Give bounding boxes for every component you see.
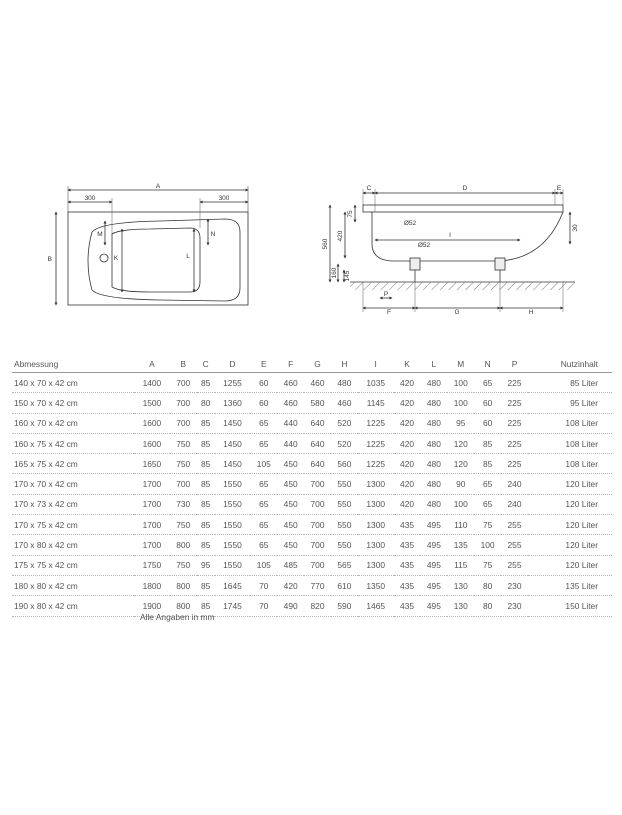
- table-cell: 120: [447, 433, 474, 453]
- table-cell: 70: [250, 596, 277, 616]
- dim-label-I: I: [449, 232, 451, 239]
- floor-hatch: [350, 282, 575, 290]
- column-header: I: [358, 356, 394, 373]
- column-header: L: [420, 356, 447, 373]
- table-cell: 100: [447, 494, 474, 514]
- table-cell: 80: [197, 393, 215, 413]
- table-cell: 700: [170, 413, 197, 433]
- dim-label-30: 30: [572, 224, 579, 232]
- table-cell: 90: [447, 474, 474, 494]
- table-cell: 495: [420, 555, 447, 575]
- table-cell: 1900: [134, 596, 170, 616]
- table-cell: 95: [197, 555, 215, 575]
- table-cell: 1360: [215, 393, 251, 413]
- table-cell: 65: [250, 515, 277, 535]
- table-cell: 460: [304, 373, 331, 393]
- table-cell: 590: [331, 596, 358, 616]
- table-cell: 108 Liter: [528, 413, 612, 433]
- table-cell: 435: [394, 575, 421, 595]
- table-cell: 100: [447, 373, 474, 393]
- table-row: [12, 515, 612, 535]
- table-row: [12, 535, 612, 555]
- table-cell: 150 x 70 x 42 cm: [12, 393, 134, 413]
- table-cell: 1745: [215, 596, 251, 616]
- table-cell: 60: [250, 393, 277, 413]
- table-cell: 120 Liter: [528, 474, 612, 494]
- table-cell: 95: [447, 413, 474, 433]
- table-row: [12, 596, 612, 616]
- table-cell: 1550: [215, 535, 251, 555]
- table-cell: 750: [170, 433, 197, 453]
- dim-label-E: E: [556, 185, 562, 192]
- table-cell: 65: [474, 494, 501, 514]
- table-cell: 65: [474, 373, 501, 393]
- table-cell: 240: [501, 494, 528, 514]
- table-cell: 1035: [358, 373, 394, 393]
- table-cell: 175 x 75 x 42 cm: [12, 555, 134, 575]
- column-header: A: [134, 356, 170, 373]
- table-cell: 1300: [358, 494, 394, 514]
- table-cell: 1600: [134, 413, 170, 433]
- table-cell: 115: [447, 555, 474, 575]
- table-cell: 550: [331, 535, 358, 555]
- table-cell: 1550: [215, 474, 251, 494]
- table-cell: 1750: [134, 555, 170, 575]
- table-cell: 495: [420, 575, 447, 595]
- table-cell: 120: [447, 454, 474, 474]
- table-cell: 80: [474, 575, 501, 595]
- table-cell: 640: [304, 413, 331, 433]
- table-cell: 750: [170, 454, 197, 474]
- table-cell: 700: [304, 515, 331, 535]
- table-cell: 130: [447, 575, 474, 595]
- table-cell: 440: [277, 413, 304, 433]
- table-cell: 70: [250, 575, 277, 595]
- table-cell: 420: [394, 393, 421, 413]
- table-cell: 105: [250, 555, 277, 575]
- table-cell: 85: [197, 373, 215, 393]
- table-cell: 480: [420, 474, 447, 494]
- column-header: K: [394, 356, 421, 373]
- dim-label-left-300: 300: [84, 195, 96, 202]
- dim-label-o52-top: Ø52: [403, 220, 417, 227]
- table-cell: 750: [170, 515, 197, 535]
- table-cell: 65: [250, 535, 277, 555]
- table-cell: 190 x 80 x 42 cm: [12, 596, 134, 616]
- table-cell: 180 x 80 x 42 cm: [12, 575, 134, 595]
- table-cell: 1500: [134, 393, 170, 413]
- table-cell: 65: [474, 474, 501, 494]
- table-cell: 85: [197, 433, 215, 453]
- table-cell: 75: [474, 515, 501, 535]
- table-cell: 730: [170, 494, 197, 514]
- table-cell: 480: [420, 393, 447, 413]
- table-cell: 435: [394, 596, 421, 616]
- table-cell: 85: [474, 433, 501, 453]
- table-cell: 60: [474, 393, 501, 413]
- table-cell: 120 Liter: [528, 515, 612, 535]
- table-cell: 95 Liter: [528, 393, 612, 413]
- table-cell: 450: [277, 474, 304, 494]
- table-cell: 420: [394, 454, 421, 474]
- column-header: H: [331, 356, 358, 373]
- table-cell: 480: [420, 433, 447, 453]
- table-cell: 420: [394, 494, 421, 514]
- table-cell: 225: [501, 393, 528, 413]
- dim-label-P: P: [383, 291, 389, 298]
- table-cell: 495: [420, 535, 447, 555]
- top-view-drawing: [56, 186, 248, 305]
- column-header: M: [447, 356, 474, 373]
- dim-label-G: G: [454, 309, 460, 316]
- table-cell: 460: [277, 393, 304, 413]
- table-cell: 1300: [358, 555, 394, 575]
- table-cell: 108 Liter: [528, 433, 612, 453]
- table-cell: 750: [170, 555, 197, 575]
- table-cell: 1300: [358, 515, 394, 535]
- table-cell: 450: [277, 454, 304, 474]
- column-header: Abmessung: [12, 356, 134, 373]
- table-cell: 60: [250, 373, 277, 393]
- table-cell: 820: [304, 596, 331, 616]
- table-cell: 100: [474, 535, 501, 555]
- table-cell: 65: [250, 413, 277, 433]
- table-cell: 160 x 75 x 42 cm: [12, 433, 134, 453]
- table-cell: 550: [331, 515, 358, 535]
- dim-label-H: H: [528, 309, 534, 316]
- table-cell: 150 Liter: [528, 596, 612, 616]
- table-cell: 580: [304, 393, 331, 413]
- table-cell: 550: [331, 474, 358, 494]
- table-cell: 520: [331, 413, 358, 433]
- column-header: F: [277, 356, 304, 373]
- table-cell: 490: [277, 596, 304, 616]
- table-cell: 1650: [134, 454, 170, 474]
- table-cell: 700: [304, 494, 331, 514]
- table-cell: 85: [197, 575, 215, 595]
- table-cell: 85: [197, 454, 215, 474]
- column-header: N: [474, 356, 501, 373]
- table-cell: 480: [420, 454, 447, 474]
- table-cell: 80: [474, 596, 501, 616]
- table-cell: 495: [420, 515, 447, 535]
- dim-label-M: M: [97, 231, 103, 238]
- table-cell: 1255: [215, 373, 251, 393]
- table-cell: 65: [250, 433, 277, 453]
- table-row: [12, 494, 612, 514]
- table-cell: 435: [394, 515, 421, 535]
- table-cell: 800: [170, 596, 197, 616]
- table-cell: 1225: [358, 413, 394, 433]
- table-cell: 480: [331, 373, 358, 393]
- table-cell: 700: [304, 535, 331, 555]
- table-cell: 85: [197, 494, 215, 514]
- table-cell: 1225: [358, 433, 394, 453]
- table-cell: 1450: [215, 433, 251, 453]
- technical-drawings: [0, 170, 622, 320]
- table-cell: 130: [447, 596, 474, 616]
- table-cell: 135: [447, 535, 474, 555]
- dim-label-K: K: [113, 255, 119, 262]
- table-cell: 640: [304, 433, 331, 453]
- column-header: E: [250, 356, 277, 373]
- table-cell: 450: [277, 535, 304, 555]
- table-row: [12, 555, 612, 575]
- table-cell: 1645: [215, 575, 251, 595]
- table-row: [12, 454, 612, 474]
- table-cell: 480: [420, 413, 447, 433]
- column-header: C: [197, 356, 215, 373]
- table-cell: 1700: [134, 535, 170, 555]
- dim-label-o52-mid: Ø52: [417, 242, 431, 249]
- table-cell: 85 Liter: [528, 373, 612, 393]
- table-cell: 700: [304, 555, 331, 575]
- table-row: [12, 393, 612, 413]
- table-cell: 255: [501, 515, 528, 535]
- table-cell: 1450: [215, 454, 251, 474]
- table-cell: 560: [331, 454, 358, 474]
- table-cell: 435: [394, 555, 421, 575]
- dim-label-L: L: [186, 253, 190, 260]
- dim-label-F: F: [387, 309, 391, 316]
- table-cell: 230: [501, 596, 528, 616]
- table-cell: 800: [170, 535, 197, 555]
- dim-label-560: 560: [322, 238, 329, 250]
- dim-label-160: 160: [331, 267, 338, 279]
- column-header: Nutzinhalt: [528, 356, 612, 373]
- side-view-drawing: [330, 189, 575, 312]
- table-cell: 135 Liter: [528, 575, 612, 595]
- column-header: P: [501, 356, 528, 373]
- dim-label-420: 420: [337, 230, 344, 242]
- table-cell: 485: [277, 555, 304, 575]
- table-cell: 460: [331, 393, 358, 413]
- table-cell: 60: [474, 413, 501, 433]
- table-cell: 105: [250, 454, 277, 474]
- table-cell: 435: [394, 535, 421, 555]
- column-header: D: [215, 356, 251, 373]
- table-cell: 1600: [134, 433, 170, 453]
- table-row: [12, 413, 612, 433]
- table-cell: 65: [250, 494, 277, 514]
- table-cell: 225: [501, 413, 528, 433]
- table-cell: 170 x 80 x 42 cm: [12, 535, 134, 555]
- dim-label-N: N: [210, 231, 216, 238]
- table-cell: 420: [394, 474, 421, 494]
- table-cell: 480: [420, 494, 447, 514]
- table-cell: 140 x 70 x 42 cm: [12, 373, 134, 393]
- dim-label-A: A: [155, 183, 161, 190]
- table-cell: 420: [394, 373, 421, 393]
- table-cell: 450: [277, 515, 304, 535]
- table-row: [12, 433, 612, 453]
- dimension-table: [12, 356, 612, 617]
- table-cell: 1300: [358, 535, 394, 555]
- table-cell: 85: [197, 535, 215, 555]
- dim-label-145: 145: [344, 270, 351, 282]
- table-cell: 1400: [134, 373, 170, 393]
- table-cell: 85: [197, 413, 215, 433]
- table-cell: 170 x 75 x 42 cm: [12, 515, 134, 535]
- table-cell: 700: [170, 393, 197, 413]
- table-cell: 225: [501, 373, 528, 393]
- column-header: G: [304, 356, 331, 373]
- table-cell: 1225: [358, 454, 394, 474]
- table-cell: 225: [501, 454, 528, 474]
- table-cell: 100: [447, 393, 474, 413]
- table-cell: 800: [170, 575, 197, 595]
- table-cell: 120 Liter: [528, 535, 612, 555]
- table-cell: 108 Liter: [528, 454, 612, 474]
- table-cell: 700: [304, 474, 331, 494]
- table-cell: 120 Liter: [528, 555, 612, 575]
- table-cell: 550: [331, 494, 358, 514]
- table-cell: 170 x 73 x 42 cm: [12, 494, 134, 514]
- table-cell: 700: [170, 474, 197, 494]
- table-cell: 565: [331, 555, 358, 575]
- table-cell: 170 x 70 x 42 cm: [12, 474, 134, 494]
- table-cell: 1145: [358, 393, 394, 413]
- table-cell: 240: [501, 474, 528, 494]
- table-cell: 65: [250, 474, 277, 494]
- column-header: B: [170, 356, 197, 373]
- table-cell: 85: [197, 596, 215, 616]
- table-cell: 85: [197, 474, 215, 494]
- table-cell: 165 x 75 x 42 cm: [12, 454, 134, 474]
- table-cell: 700: [170, 373, 197, 393]
- table-cell: 495: [420, 596, 447, 616]
- dim-label-B: B: [47, 256, 52, 263]
- table-cell: 1800: [134, 575, 170, 595]
- table-cell: 85: [197, 515, 215, 535]
- table-cell: 160 x 70 x 42 cm: [12, 413, 134, 433]
- table-cell: 1465: [358, 596, 394, 616]
- table-cell: 75: [474, 555, 501, 575]
- table-cell: 610: [331, 575, 358, 595]
- table-cell: 460: [277, 373, 304, 393]
- table-cell: 520: [331, 433, 358, 453]
- table-cell: 770: [304, 575, 331, 595]
- table-cell: 1300: [358, 474, 394, 494]
- table-header-row: [12, 356, 612, 373]
- table-cell: 1550: [215, 494, 251, 514]
- table-cell: 110: [447, 515, 474, 535]
- table-cell: 420: [394, 433, 421, 453]
- table-cell: 450: [277, 494, 304, 514]
- table-cell: 1700: [134, 515, 170, 535]
- dim-label-C: C: [366, 185, 372, 192]
- table-cell: 1450: [215, 413, 251, 433]
- table-cell: 440: [277, 433, 304, 453]
- table-cell: 1550: [215, 555, 251, 575]
- table-cell: 85: [474, 454, 501, 474]
- table-cell: 640: [304, 454, 331, 474]
- dim-label-right-300: 300: [218, 195, 230, 202]
- table-cell: 255: [501, 535, 528, 555]
- table-row: [12, 474, 612, 494]
- dim-label-75: 75: [347, 210, 354, 218]
- table-cell: 1550: [215, 515, 251, 535]
- table-cell: 1350: [358, 575, 394, 595]
- dim-label-D: D: [462, 185, 468, 192]
- table-cell: 230: [501, 575, 528, 595]
- table-row: [12, 373, 612, 393]
- table-row: [12, 575, 612, 595]
- table-cell: 480: [420, 373, 447, 393]
- table-cell: 1700: [134, 494, 170, 514]
- table-cell: 120 Liter: [528, 494, 612, 514]
- table-cell: 255: [501, 555, 528, 575]
- table-body: [12, 373, 612, 617]
- table-cell: 1700: [134, 474, 170, 494]
- units-note: Alle Angaben in mm: [140, 612, 215, 622]
- table-cell: 420: [394, 413, 421, 433]
- table-cell: 225: [501, 433, 528, 453]
- table-cell: 420: [277, 575, 304, 595]
